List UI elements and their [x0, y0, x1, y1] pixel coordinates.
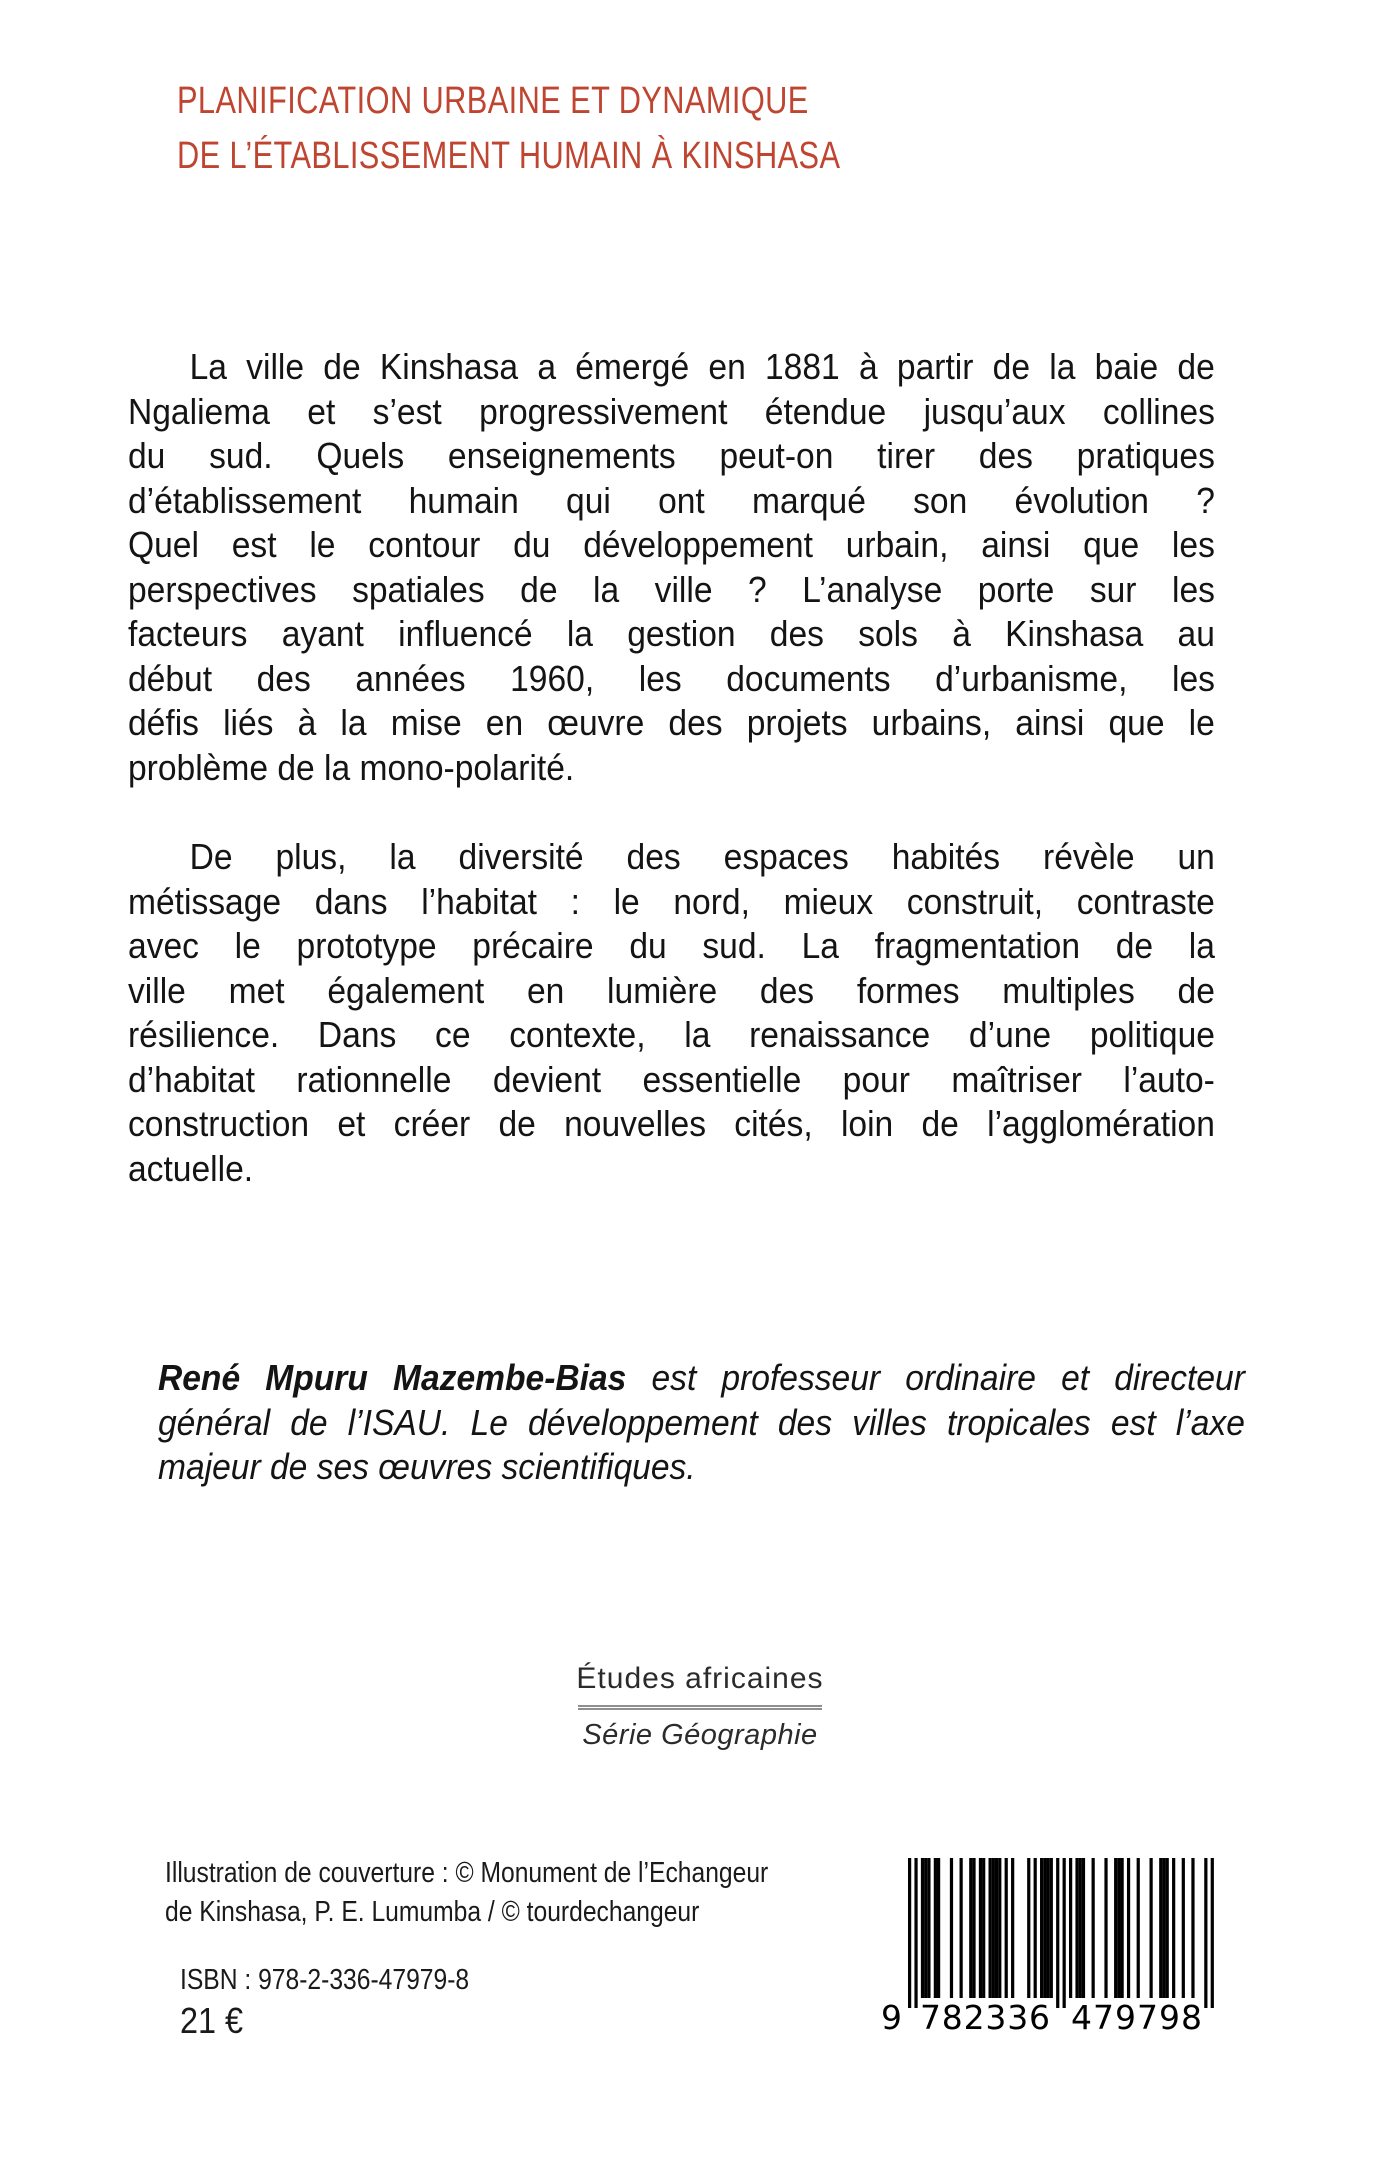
text-line: Quel est le contour du développement urbain, ainsi que les [128, 524, 1215, 565]
text-line: défis liés à la mise en œuvre des projets urbains, ainsi que le [128, 702, 1215, 743]
credit-line: de Kinshasa, P. E. Lumumba / © tourdechangeur [165, 1896, 700, 1928]
barcode-digits-left: 7 8 2 3 3 6 [920, 1998, 1050, 2037]
title-line-1: PLANIFICATION URBAINE ET DYNAMIQUE [177, 80, 809, 122]
collection-series: Série Géographie [582, 1719, 818, 1751]
barcode-digits-right: 4 7 9 7 9 8 [1071, 1998, 1202, 2037]
text-line: ville met également en lumière des formes multiples de [128, 969, 1215, 1011]
collection-name: Études africaines [576, 1662, 824, 1695]
text-line: Ngaliema et s’est progressivement étendue jusqu’aux collines [128, 390, 1215, 432]
text-line: actuelle. [128, 1147, 254, 1189]
collection-block [0, 1658, 1400, 1752]
title-line-2: DE L’ÉTABLISSEMENT HUMAIN À KINSHASA [177, 135, 841, 177]
barcode-digit-first: 9 [881, 1998, 902, 2037]
credit-line: Illustration de couverture : © Monument de l’Echangeur [165, 1857, 769, 1889]
text-line: résilience. Dans ce contexte, la renaissance d’une politique [128, 1014, 1215, 1055]
barcode-bars [908, 1858, 1214, 2008]
synopsis-paragraph-2 [128, 835, 1215, 1191]
text-line: construction et créer de nouvelles cités, loin de l’agglomération [128, 1103, 1215, 1144]
bio-line: général de l’ISAU. Le développement des villes tropicales est l’axe [158, 1401, 1245, 1443]
text-line: avec le prototype précaire du sud. La fragmentation de la [128, 925, 1215, 966]
book-title [177, 74, 922, 184]
text-line: facteurs ayant influencé la gestion des sols à Kinshasa au [128, 613, 1215, 654]
text-line: De plus, la diversité des espaces habités révèle un [189, 836, 1215, 877]
isbn: ISBN : 978-2-336-47979-8 [180, 1964, 470, 1996]
text-line: métissage dans l’habitat : le nord, mieux construit, contraste [128, 880, 1215, 922]
cover-illustration-credit [165, 1854, 913, 1932]
barcode-digits [881, 1998, 1214, 2037]
price: 21 € [180, 2000, 244, 2041]
text-line: perspectives spatiales de la ville ? L’analyse porte sur les [128, 568, 1215, 610]
bio-line: majeur de ses œuvres scientifiques. [158, 1446, 696, 1487]
collection-divider [578, 1705, 822, 1710]
synopsis-paragraph-1 [128, 345, 1215, 790]
bio-line: René Mpuru Mazembe-Bias est professeur ordinaire et directeur [158, 1357, 1245, 1398]
text-line: d’établissement humain qui ont marqué son évolution ? [128, 479, 1215, 521]
barcode [881, 1858, 1214, 2037]
text-line: d’habitat rationnelle devient essentielle pour maîtriser l’auto- [128, 1058, 1215, 1100]
text-line: début des années 1960, les documents d’urbanisme, les [128, 657, 1215, 699]
text-line: La ville de Kinshasa a émergé en 1881 à partir de la baie de [189, 346, 1215, 387]
text-line: problème de la mono-polarité. [128, 746, 575, 788]
text-line: du sud. Quels enseignements peut-on tirer des pratiques [128, 435, 1215, 476]
author-bio [158, 1356, 1245, 1490]
